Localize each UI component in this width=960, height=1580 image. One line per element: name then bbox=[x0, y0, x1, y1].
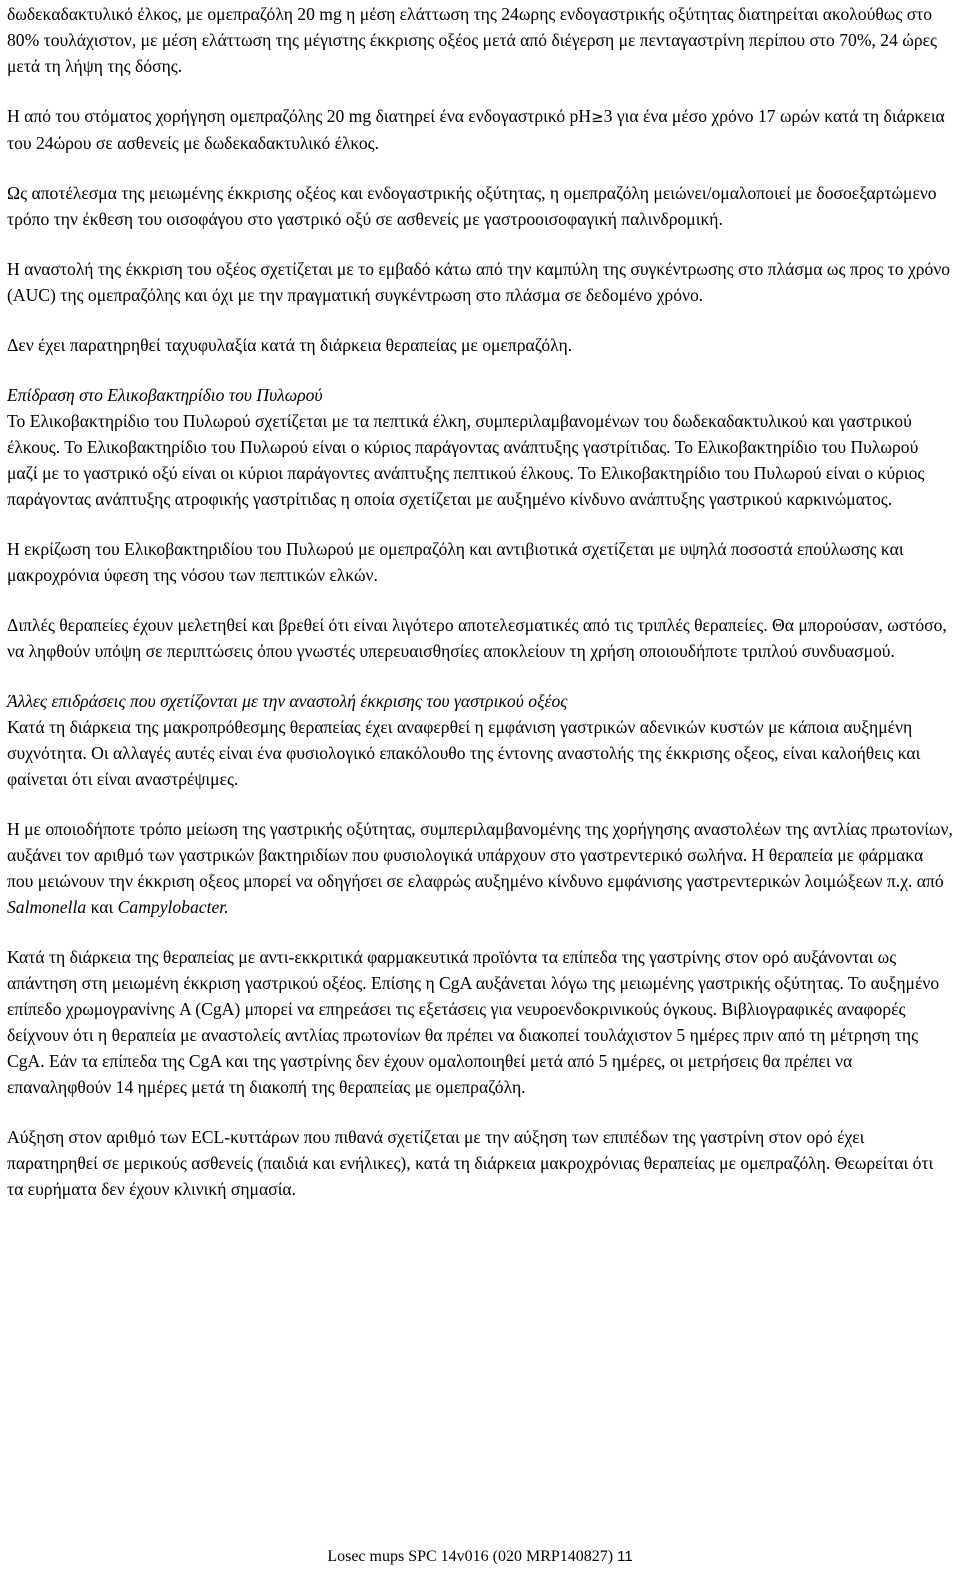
paragraph: Διπλές θεραπείες έχουν μελετηθεί και βρεθεί ότι είναι λιγότερο αποτελεσματικές από τις τριπλές θεραπείες. Θα μπορούσαν, ωστόσο, να ληφθούν υπόψη σε περιπτώσεις όπου γνωστές υπερευαισθησίες αποκλείουν τη χρήση οποιουδήποτε τριπλού συνδυασμού. bbox=[7, 615, 947, 661]
paragraph-ph bbox=[7, 103, 953, 156]
page-number: 11 bbox=[617, 1548, 633, 1565]
paragraph: Η αναστολή της έκκριση του οξέος σχετίζεται με το εμβαδό κάτω από την καμπύλη της συγκέντρωσης στο πλάσμα ως προς το χρόνο (AUC) της ομεπραζόλης και όχι με την πραγματική συγκέντρωση στο πλάσμα σε δεδομένο χρόνο. bbox=[7, 259, 951, 305]
paragraph: Δεν έχει παρατηρηθεί ταχυφυλαξία κατά τη διάρκεια θεραπείας με ομεπραζόλη. bbox=[7, 335, 573, 355]
section-text: Το Ελικοβακτηρίδιο του Πυλωρού σχετίζεται με τα πεπτικά έλκη, συμπεριλαμβανομένων του δωδεκαδακτυλικού και γαστρικού έλκους. Το Ελικοβακτηρίδιο του Πυλωρού είναι ο κύριος παράγοντας ανάπτυξης γαστρίτιδας. Το Ελικοβακτηρίδιο του Πυλωρού μαζί με το γαστρικό οξύ είναι οι κύριοι παράγοντες ανάπτυξης πεπτικού έλκους. Το Ελικοβακτηρίδιο του Πυλωρού είναι ο κύριος παράγοντας ανάπτυξης ατροφικής γαστρίτιδας η οποία σχετίζεται με αυξημένο κίνδυνο ανάπτυξης γαστρικού καρκινώματος. bbox=[7, 411, 925, 509]
section-text: Κατά τη διάρκεια της μακροπρόθεσμης θεραπείας έχει αναφερθεί η εμφάνιση γαστρικών αδενικών κυστών με κάποια αυξημένη συχνότητα. Οι αλλαγές αυτές είναι ένα φυσιολογικό επακόλουθο της έντονης αναστολής της έκκρισης οξεος, είναι καλοήθεις και φαίνεται ότι είναι αναστρέψιμες. bbox=[7, 717, 921, 789]
infections-text: Η με οποιοδήποτε τρόπο μείωση της γαστρικής οξύτητας, συμπεριλαμβανομένης της χορήγησης αναστολέων της αντλίας πρωτονίων, αυξάνει τον αριθμό των γαστρικών βακτηριδίων που φυσιολογικά υπάρχουν στο γαστρεντερικό σωλήνα. Η θεραπεία με φάρμακα που μειώνουν την έκκριση οξεος μπορεί να οδηγήσει σε ελαφρώς αυξημένο κίνδυνο εμφάνισης γαστρεντερικών λοιμώξεων π.χ. από bbox=[7, 819, 953, 891]
paragraph: Αύξηση στον αριθμό των ECL-κυττάρων που πιθανά σχετίζεται με την αύξηση των επιπέδων της γαστρίνη στον ορό έχει παρατηρηθεί σε μερικούς ασθενείς (παιδιά και ενήλικες), κατά τη διάρκεια μακροχρόνιας θεραπείας με ομεπραζόλη. Θεωρείται ότι τα ευρήματα δεν έχουν κλινική σημασία. bbox=[7, 1127, 934, 1199]
section-heading: Επίδραση στο Ελικοβακτηρίδιο του Πυλωρού bbox=[7, 385, 323, 405]
ph-text-end: 3 για ένα μέσο χρόνο 17 ωρών κατά τη διάρκεια του 24ώρου σε ασθενείς με δωδεκαδακτυλικό έλκος. bbox=[7, 106, 945, 153]
campylobacter-term: Campylobacter. bbox=[117, 897, 229, 917]
section-heading: Άλλες επιδράσεις που σχετίζονται με την αναστολή έκκρισης του γαστρικού οξέος bbox=[7, 691, 568, 711]
ph-text-start: Η από του στόματος χορήγηση ομεπραζόλης 20 mg διατηρεί ένα ενδογαστρικό pH bbox=[7, 106, 592, 126]
paragraph-infections bbox=[7, 816, 953, 920]
salmonella-term: Salmonella bbox=[7, 897, 87, 917]
footer-doc-id: Losec mups SPC 14v016 (020 MRP140827) bbox=[327, 1548, 614, 1565]
paragraph: Κατά τη διάρκεια της θεραπείας με αντι-εκκριτικά φαρμακευτικά προϊόντα τα επίπεδα της γαστρίνης στον ορό αυξάνονται ως απάντηση στη μειωμένη έκκριση γαστρικού οξέος. Επίσης η CgA αυξάνεται λόγω της μειωμένης γαστρικής οξύτητας. Το αυξημένο επίπεδο χρωμογρανίνης A (CgA) μπορεί να επηρεάσει τις εξετάσεις για νευροενδοκρινικούς όγκους. Βιβλιογραφικές αναφορές δείχνουν ότι η θεραπεία με αναστολείς αντλίας πρωτονίων θα πρέπει να διακοπεί τουλάχιστον 5 ημέρες πριν από τη μέτρηση της CgA. Εάν τα επίπεδα της CgA και της γαστρίνης δεν έχουν ομαλοποιηθεί μετά από 5 ημέρες, οι μετρήσεις θα πρέπει να επαναληφθούν 14 ημέρες μετά τη διακοπή της θεραπείας με ομεπραζόλη. bbox=[7, 947, 940, 1097]
paragraph: δωδεκαδακτυλικό έλκος, με ομεπραζόλη 20 mg η μέση ελάττωση της 24ωρης ενδογαστρικής οξύτητας διατηρείται ακολούθως στο 80% τουλάχιστον, με μέση ελάττωση της μέγιστης έκκρισης οξέος μετά από διέγερση με πενταγαστρίνη περίπου στο 70%, 24 ώρες μετά τη λήψη της δόσης. bbox=[7, 4, 938, 76]
greater-equal-symbol: ≥ bbox=[591, 108, 604, 126]
paragraph: Ως αποτέλεσμα της μειωμένης έκκρισης οξέος και ενδογαστρικής οξύτητας, η ομεπραζόλη μειώνει/ομαλοποιεί με δοσοεξαρτώμενο τρόπο την έκθεση του οισοφάγου στο γαστρικό οξύ σε ασθενείς με γαστροοισοφαγική παλινδρομική. bbox=[7, 183, 937, 229]
paragraph: Η εκρίζωση του Ελικοβακτηριδίου του Πυλωρού με ομεπραζόλη και αντιβιοτικά σχετίζεται με υψηλά ποσοστά επούλωσης και μακροχρόνια ύφεση της νόσου των πεπτικών ελκών. bbox=[7, 539, 904, 585]
and-word: και bbox=[90, 897, 114, 917]
document-body bbox=[7, 1, 953, 1226]
section-helicobacter bbox=[7, 382, 953, 512]
section-other-effects bbox=[7, 688, 953, 792]
page-footer bbox=[0, 1547, 960, 1567]
